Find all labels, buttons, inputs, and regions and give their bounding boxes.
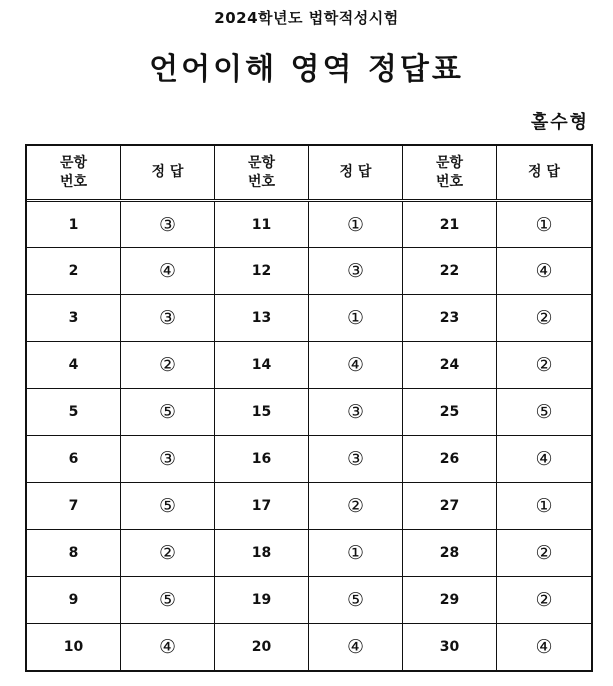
number-column-header [403,146,497,201]
answer-cell: ⑤ [121,483,215,530]
answer-column-header: 정 답 [309,146,403,201]
answer-cell: ① [497,483,592,530]
answer-cell: ① [309,295,403,342]
number-column-header [27,146,121,201]
answer-cell: ⑤ [497,389,592,436]
answer-cell: ④ [121,248,215,295]
answer-cell: ① [497,201,592,248]
question-number-cell: 21 [403,201,497,248]
table-row [27,483,592,530]
answer-cell: ② [497,295,592,342]
answer-cell: ① [309,201,403,248]
answer-table [26,145,592,671]
question-number-cell: 25 [403,389,497,436]
question-number-cell: 9 [27,577,121,624]
answer-cell: ② [497,342,592,389]
answer-cell: ③ [309,436,403,483]
question-number-cell: 19 [215,577,309,624]
question-number-cell: 5 [27,389,121,436]
question-number-cell: 14 [215,342,309,389]
table-row [27,342,592,389]
question-number-cell: 16 [215,436,309,483]
question-number-cell: 24 [403,342,497,389]
question-number-cell: 11 [215,201,309,248]
table-header-row [27,146,592,201]
table-row [27,530,592,577]
answer-cell: ④ [497,624,592,671]
question-number-cell: 20 [215,624,309,671]
number-header-line1: 문항 [247,154,276,171]
table-row [27,389,592,436]
exam-title: 2024학년도 법학적성시험 [214,9,399,27]
page-title: 언어이해 영역 정답표 [149,52,464,87]
answer-cell: ④ [309,342,403,389]
question-number-cell: 17 [215,483,309,530]
question-number-cell: 22 [403,248,497,295]
question-number-cell: 3 [27,295,121,342]
number-column-header [215,146,309,201]
answer-cell: ③ [121,201,215,248]
question-number-cell: 27 [403,483,497,530]
question-number-cell: 29 [403,577,497,624]
question-number-cell: 23 [403,295,497,342]
answer-cell: ⑤ [121,389,215,436]
question-number-cell: 8 [27,530,121,577]
answer-cell: ③ [121,295,215,342]
table-row [27,436,592,483]
question-number-cell: 13 [215,295,309,342]
table-row [27,295,592,342]
question-number-cell: 28 [403,530,497,577]
number-header-line2: 번호 [435,173,464,190]
answer-cell: ② [309,483,403,530]
answer-cell: ④ [309,624,403,671]
answer-cell: ⑤ [121,577,215,624]
question-number-cell: 12 [215,248,309,295]
number-header-line1: 문항 [59,154,88,171]
number-header-line2: 번호 [59,173,88,190]
question-number-cell: 30 [403,624,497,671]
number-header-line1: 문항 [435,154,464,171]
table-row [27,577,592,624]
number-header-line2: 번호 [247,173,276,190]
question-number-cell: 7 [27,483,121,530]
answer-cell: ④ [497,248,592,295]
answer-cell: ① [309,530,403,577]
answer-cell: ⑤ [309,577,403,624]
answer-cell: ③ [309,248,403,295]
question-number-cell: 10 [27,624,121,671]
question-number-cell: 1 [27,201,121,248]
table-row [27,201,592,248]
form-type-label: 홀수형 [530,112,589,133]
answer-cell: ④ [497,436,592,483]
answer-table-body [27,201,592,671]
answer-column-header: 정 답 [121,146,215,201]
question-number-cell: 26 [403,436,497,483]
answer-cell: ③ [121,436,215,483]
question-number-cell: 2 [27,248,121,295]
answer-cell: ② [121,530,215,577]
table-row [27,624,592,671]
question-number-cell: 4 [27,342,121,389]
question-number-cell: 6 [27,436,121,483]
question-number-cell: 15 [215,389,309,436]
answer-cell: ③ [309,389,403,436]
answer-cell: ④ [121,624,215,671]
table-row [27,248,592,295]
answer-cell: ② [497,530,592,577]
answer-column-header: 정 답 [497,146,592,201]
question-number-cell: 18 [215,530,309,577]
answer-cell: ② [497,577,592,624]
answer-cell: ② [121,342,215,389]
